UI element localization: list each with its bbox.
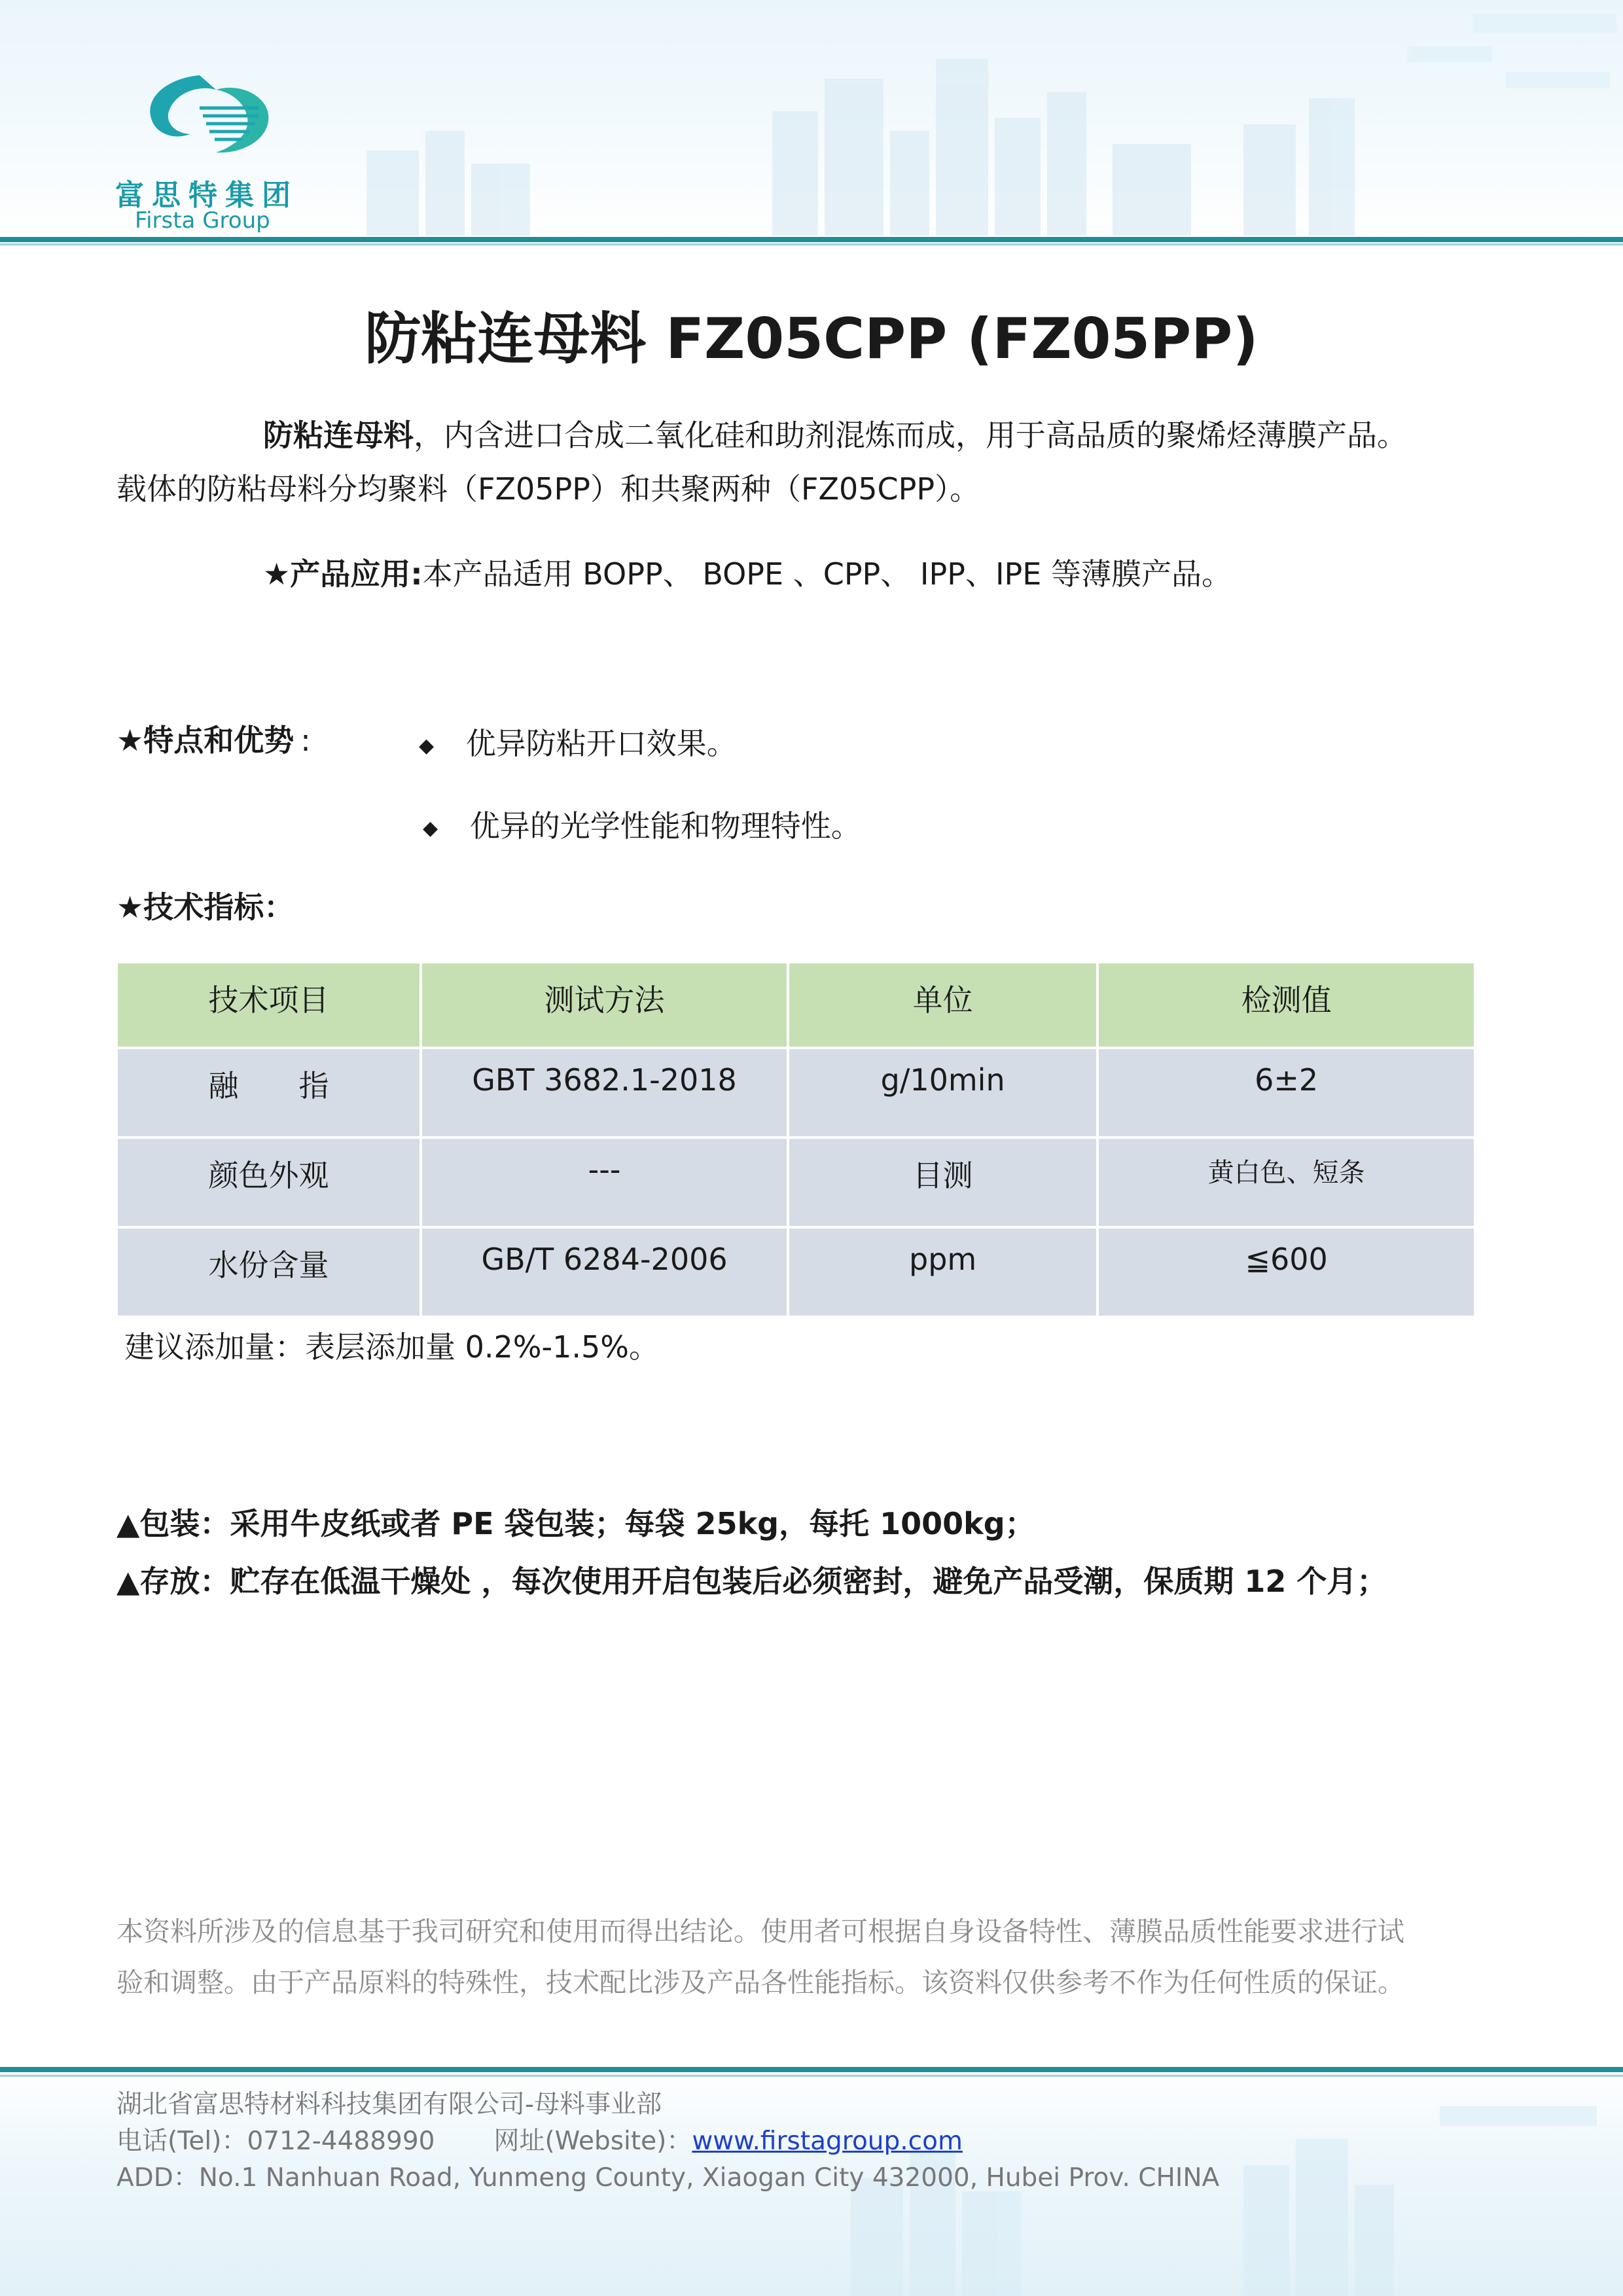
cell-unit: g/10min [788,1048,1097,1138]
document-title: 防粘连母料 FZ05CPP (FZ05PP) [365,306,1258,372]
footer-company: 湖北省富思特材料科技集团有限公司-母料事业部 [116,2090,662,2119]
cell-method: GBT 3682.1-2018 [421,1048,788,1138]
application-line [263,547,1623,601]
features-label: ★特点和优势 [116,723,294,758]
application-label: ★产品应用: [263,556,423,592]
footer-address: ADD：No.1 Nanhuan Road, Yunmeng County, Xiaogan City 432000, Hubei Prov. CHINA [116,2163,1220,2193]
cell-method: --- [421,1138,788,1227]
table-row [116,1227,1475,1317]
header-cell-item: 技术项目 [116,962,421,1048]
cell-item: 水份含量 [116,1227,421,1317]
cell-unit: 目测 [788,1138,1097,1227]
feature-item-1: ◆ 优异防粘开口效果。 [419,726,737,761]
page-header [0,0,1623,242]
footer-divider-thin [0,2075,1623,2077]
dosage-note: 建议添加量：表层添加量 0.2%-1.5%。 [124,1329,659,1365]
specs-label: ★技术指标： [116,889,294,925]
cell-item: 颜色外观 [116,1138,421,1227]
cell-value: 黄白色、短条 [1097,1138,1475,1227]
logo-chinese-name: 富思特集团 [115,179,298,212]
intro-line2: 载体的防粘母料分均聚料（FZ05PP）和共聚两种（FZ05CPP）。 [116,471,980,507]
header-cell-unit: 单位 [788,962,1097,1048]
spec-table-header [116,962,1475,1048]
disclaimer-line2: 验和调整。由于产品原料的特殊性，技术配比涉及产品各性能指标。该资料仅供参考不作为任何性质的保证。 [116,1967,1404,1998]
header-divider [0,237,1623,242]
storage-line: ▲存放：贮存在低温干燥处 ，每次使用开启包装后必须密封，避免产品受潮，保质期 12 个月； [116,1564,1387,1599]
footer-web-label: 网址(Website)： [493,2126,692,2156]
intro-bold-lead: 防粘连母料 [263,418,414,453]
diamond-bullet-icon: ◆ [423,817,438,840]
firsta-logo-icon [137,62,281,167]
footer-contact-line [116,2121,963,2157]
header-cell-method: 测试方法 [421,962,788,1048]
footer-divider [0,2067,1623,2072]
intro-line1: ，内含进口合成二氧化硅和助剂混炼而成，用于高品质的聚烯烃薄膜产品。 [414,418,1407,453]
feature-item-2: ◆ 优异的光学性能和物理特性。 [423,808,861,844]
spec-table [115,961,1476,1318]
footer-tel: 电话(Tel)：0712-4488990 [116,2126,435,2156]
features-colon: : [300,723,311,758]
website-link[interactable]: www.firstagroup.com [692,2126,963,2156]
cell-value: ≦600 [1097,1227,1475,1317]
logo-english-name: Firsta Group [135,207,270,234]
cell-item: 融 指 [116,1048,421,1138]
cell-value: 6±2 [1097,1048,1475,1138]
cell-method: GB/T 6284-2006 [421,1227,788,1317]
disclaimer-line1: 本资料所涉及的信息基于我司研究和使用而得出结论。使用者可根据自身设备特性、薄膜品质性能要求进行试 [116,1916,1404,1947]
disclaimer [116,1906,1510,2008]
header-cell-value: 检测值 [1097,962,1475,1048]
diamond-bullet-icon: ◆ [419,734,435,757]
table-row [116,1048,1475,1138]
header-divider-thin [0,243,1623,245]
features-label-line [116,713,1524,767]
table-row [116,1138,1475,1227]
intro-paragraph [116,408,1524,516]
cell-unit: ppm [788,1227,1097,1317]
packaging-line: ▲包装：采用牛皮纸或者 PE 袋包装；每袋 25kg，每托 1000kg； [116,1506,1035,1541]
application-text: 本产品适用 BOPP、 BOPE 、CPP、 IPP、IPE 等薄膜产品。 [422,556,1232,592]
